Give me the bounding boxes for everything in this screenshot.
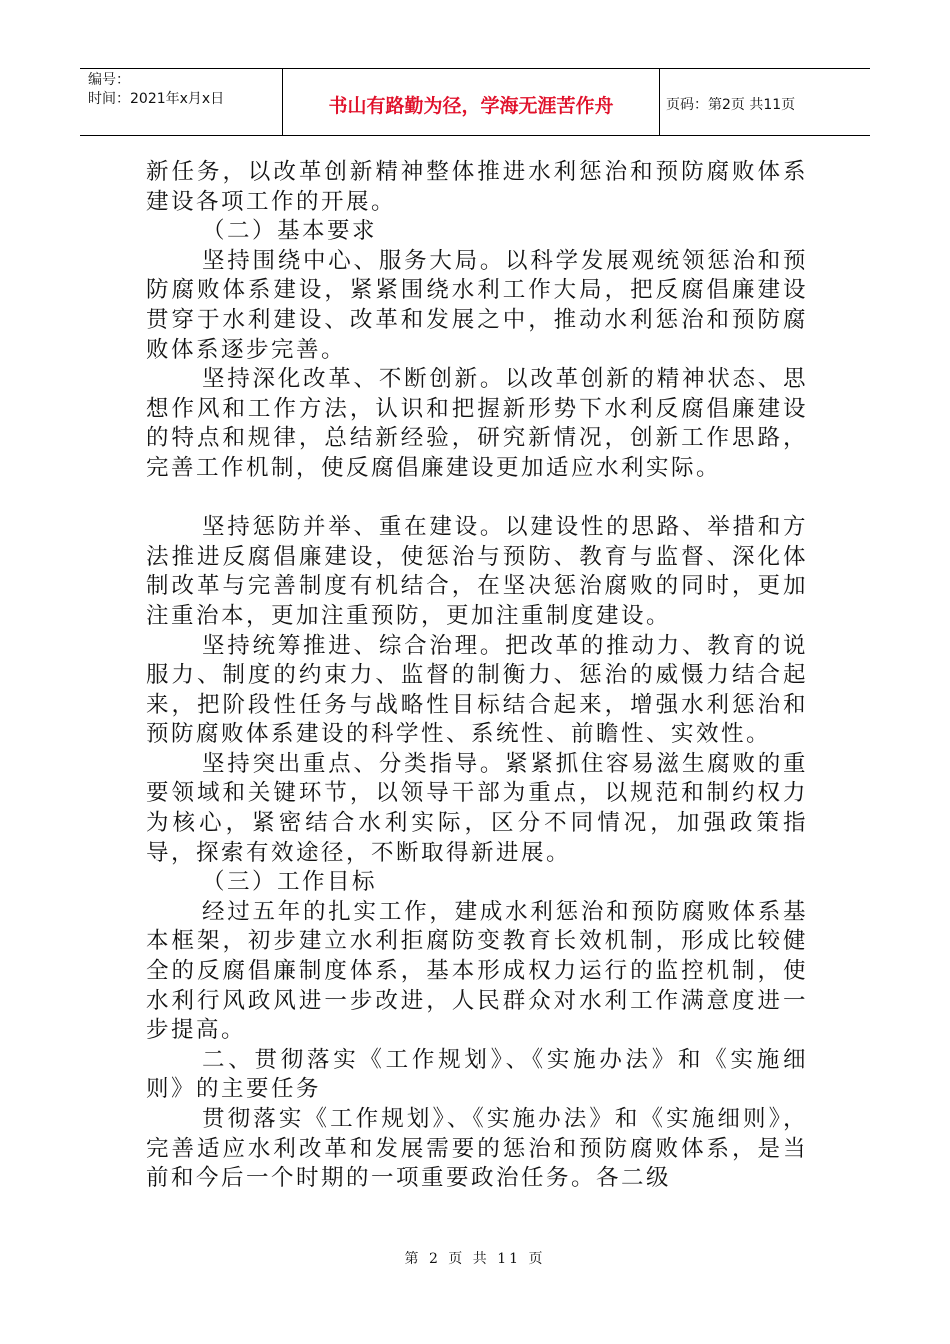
page-footer: 第 2 页 共 11 页 xyxy=(404,1251,546,1267)
document-body xyxy=(146,158,808,1194)
body-paragraph: 经过五年的扎实工作，建成水利惩治和预防腐败体系基本框架，初步建立水利拒腐防变教育长效机制，形成比较健全的反腐倡廉制度体系，基本形成权力运行的监控机制，使水利行风政风进一步改进，人民群众对水利工作满意度进一步提高。 xyxy=(146,898,808,1044)
body-paragraph: 坚持突出重点、分类指导。紧紧抓住容易滋生腐败的重要领域和关键环节，以领导干部为重点，以规范和制约权力为核心，紧密结合水利实际，区分不同情况，加强政策指导，探索有效途径，不断取得新进展。 xyxy=(146,750,808,866)
header-page-number: 页码：第2页 共11页 xyxy=(666,97,796,113)
header-meta xyxy=(80,69,283,135)
body-paragraph: 坚持围绕中心、服务大局。以科学发展观统领惩治和预防腐败体系建设，紧紧围绕水利工作大局，把反腐倡廉建设贯穿于水利建设、改革和发展之中，推动水利惩治和预防腐败体系逐步完善。 xyxy=(146,247,808,363)
body-paragraph: 坚持深化改革、不断创新。以改革创新的精神状态、思想作风和工作方法，认识和把握新形势下水利反腐倡廉建设的特点和规律，总结新经验，研究新情况，创新工作思路，完善工作机制，使反腐倡廉建设更加适应水利实际。 xyxy=(146,366,808,481)
body-paragraph: 新任务，以改革创新精神整体推进水利惩治和预防腐败体系建设各项工作的开展。 xyxy=(146,159,808,215)
body-paragraph: 二、贯彻落实《工作规划》、《实施办法》和《实施细则》的主要任务 xyxy=(146,1046,808,1103)
date-label: 时间：2021年x月x日 xyxy=(88,91,225,107)
body-paragraph: （二）基本要求 xyxy=(202,218,378,245)
body-paragraph: 坚持惩防并举、重在建设。以建设性的思路、举措和方法推进反腐倡廉建设，使惩治与预防、教育与监督、深化体制改革与完善制度有机结合，在坚决惩治腐败的同时，更加注重治本，更加注重预防，更加注重制度建设。 xyxy=(146,514,808,629)
body-paragraph: 坚持统筹推进、综合治理。把改革的推动力、教育的说服力、制度的约束力、监督的制衡力、惩治的威慑力结合起来，把阶段性任务与战略性目标结合起来，增强水利惩治和预防腐败体系建设的科学性、系统性、前瞻性、实效性。 xyxy=(146,632,808,748)
serial-number-label: 编号： xyxy=(88,72,130,88)
page-header xyxy=(80,68,870,136)
header-motto: 书山有路勤为径，学海无涯苦作舟 xyxy=(283,69,660,135)
body-paragraph: （三）工作目标 xyxy=(202,869,378,896)
body-paragraph: 贯彻落实《工作规划》、《实施办法》和《实施细则》，完善适应水利改革和发展需要的惩治和预防腐败体系，是当前和今后一个时期的一项重要政治任务。各二级 xyxy=(146,1106,808,1192)
